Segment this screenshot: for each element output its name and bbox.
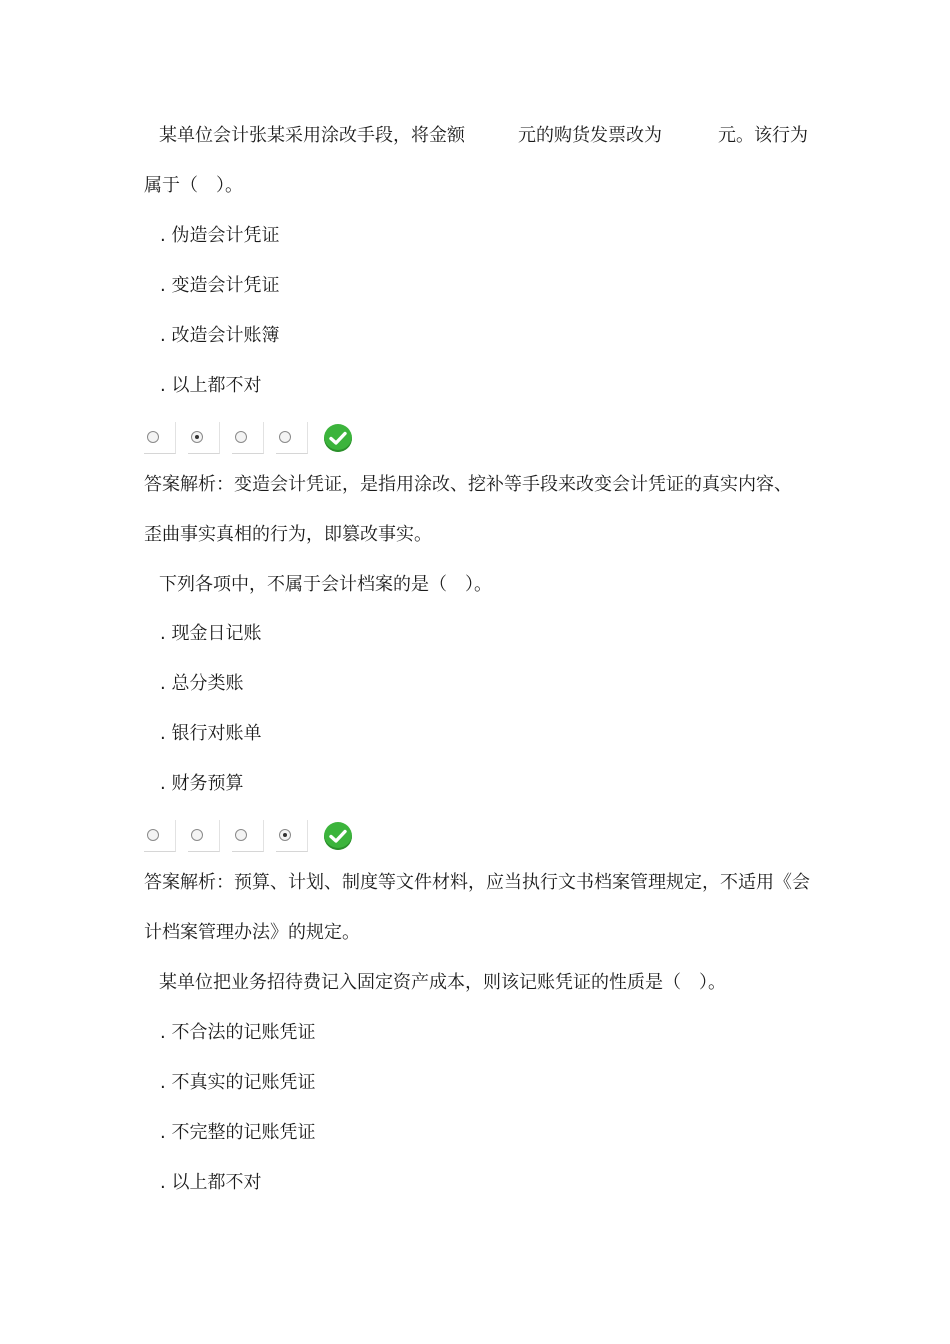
- question-1-radio-d[interactable]: [276, 422, 308, 454]
- question-1-explanation-line-1: 答案解析：变造会计凭证，是指用涂改、挖补等手段来改变会计凭证的真实内容、: [144, 474, 792, 495]
- question-3-stem: 某单位把业务招待费记入固定资产成本，则该记账凭证的性质是（ ）。: [159, 972, 726, 993]
- question-2-stem: 下列各项中，不属于会计档案的是（ ）。: [159, 574, 492, 595]
- question-3-option-b: . 不真实的记账凭证: [160, 1072, 316, 1093]
- question-1-stem-part-1: 某单位会计张某采用涂改手段，将金额: [159, 125, 465, 146]
- question-1-radio-b[interactable]: [188, 422, 220, 454]
- check-circle-icon: [324, 822, 352, 850]
- question-1-option-a: . 伪造会计凭证: [160, 225, 280, 246]
- question-1-option-c: . 改造会计账簿: [160, 325, 280, 346]
- question-2-radio-b[interactable]: [188, 820, 220, 852]
- question-3-option-c: . 不完整的记账凭证: [160, 1122, 316, 1143]
- question-1-option-d: . 以上都不对: [160, 375, 262, 396]
- question-1-answer-radios: [144, 422, 364, 456]
- question-2-option-c: . 银行对账单: [160, 723, 262, 744]
- question-3-option-a: . 不合法的记账凭证: [160, 1022, 316, 1043]
- question-2-option-b: . 总分类账: [160, 673, 244, 694]
- question-2-explanation-line-2: 计档案管理办法》的规定。: [144, 922, 360, 943]
- question-1-stem-line-2: 属于（ ）。: [144, 175, 243, 196]
- question-1-stem-part-2: 元的购货发票改为: [518, 125, 662, 146]
- question-1-radio-c[interactable]: [232, 422, 264, 454]
- question-2-radio-d[interactable]: [276, 820, 308, 852]
- question-2-answer-radios: [144, 820, 364, 854]
- question-2-option-d: . 财务预算: [160, 773, 244, 794]
- question-2-option-a: . 现金日记账: [160, 623, 262, 644]
- question-1-option-b: . 变造会计凭证: [160, 275, 280, 296]
- question-1-radio-a[interactable]: [144, 422, 176, 454]
- check-circle-icon: [324, 424, 352, 452]
- question-2-radio-c[interactable]: [232, 820, 264, 852]
- question-2-radio-a[interactable]: [144, 820, 176, 852]
- question-3-option-d: . 以上都不对: [160, 1172, 262, 1193]
- question-1-stem-part-3: 元。该行为: [718, 125, 808, 146]
- question-1-explanation-line-2: 歪曲事实真相的行为，即篡改事实。: [144, 524, 432, 545]
- question-2-explanation-line-1: 答案解析：预算、计划、制度等文件材料，应当执行文书档案管理规定，不适用《会: [144, 872, 810, 893]
